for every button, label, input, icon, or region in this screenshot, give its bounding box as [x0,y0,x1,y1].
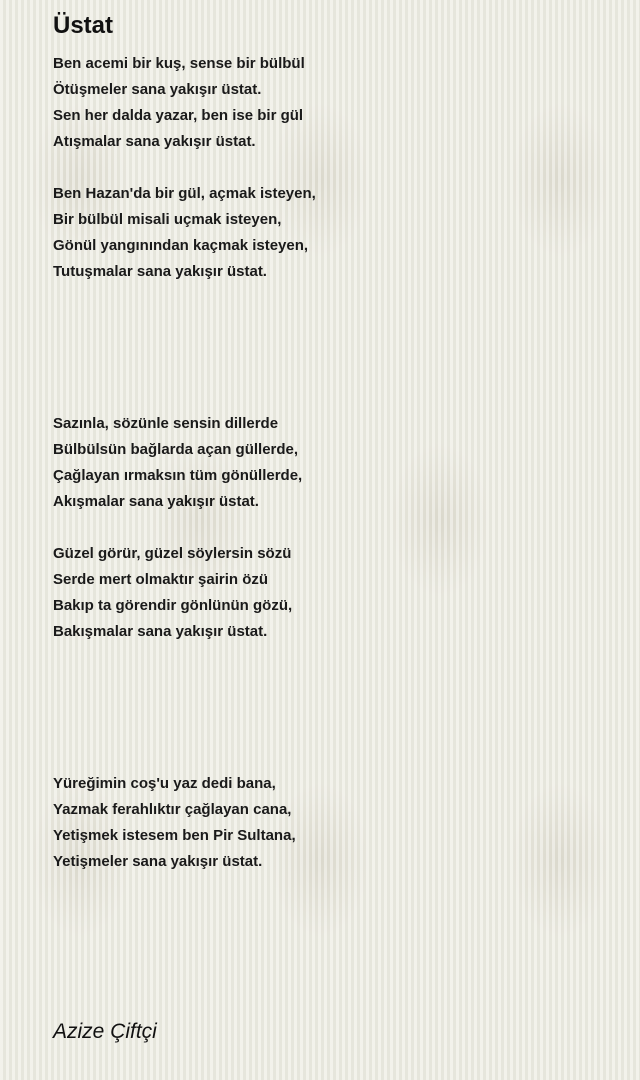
poem-line: Tutuşmalar sana yakışır üstat. [53,263,267,280]
poem-line: Ben Hazan'da bir gül, açmak isteyen, [53,185,316,202]
poem-line: Sen her dalda yazar, ben ise bir gül [53,107,304,124]
poem-line: Yetişmeler sana yakışır üstat. [53,853,263,870]
stanza-4 [53,541,292,645]
poem-line: Yüreğimin coş'u yaz dedi bana, [53,775,276,792]
stanza-1 [53,51,305,155]
poem-line: Güzel görür, güzel söylersin sözü [53,545,292,562]
poem-author: Azize Çiftçi [53,1020,157,1043]
poem-line: Bülbülsün bağlarda açan güllerde, [53,441,299,458]
poem-line: Bakışmalar sana yakışır üstat. [53,623,268,640]
poem-line: Yetişmek istesem ben Pir Sultana, [53,827,296,844]
poem-line: Ben acemi bir kuş, sense bir bülbül [53,55,305,72]
poem-line: Ötüşmeler sana yakışır üstat. [53,81,262,98]
poem-line: Yazmak ferahlıktır çağlayan cana, [53,801,292,818]
poem-line: Çağlayan ırmaksın tüm gönüllerde, [53,467,303,484]
poem-line: Bakıp ta görendir gönlünün gözü, [53,597,293,614]
poem-line: Gönül yangınından kaçmak isteyen, [53,237,309,254]
stanza-3 [53,411,302,515]
stanza-5 [53,771,296,875]
poem-line: Bir bülbül misali uçmak isteyen, [53,211,282,228]
poem-line: Serde mert olmaktır şairin özü [53,571,269,588]
stanza-2 [53,181,316,285]
poem-line: Akışmalar sana yakışır üstat. [53,493,259,510]
poem-line: Sazınla, sözünle sensin dillerde [53,415,279,432]
poem-line: Atışmalar sana yakışır üstat. [53,133,256,150]
poem-title: Üstat [53,12,114,39]
